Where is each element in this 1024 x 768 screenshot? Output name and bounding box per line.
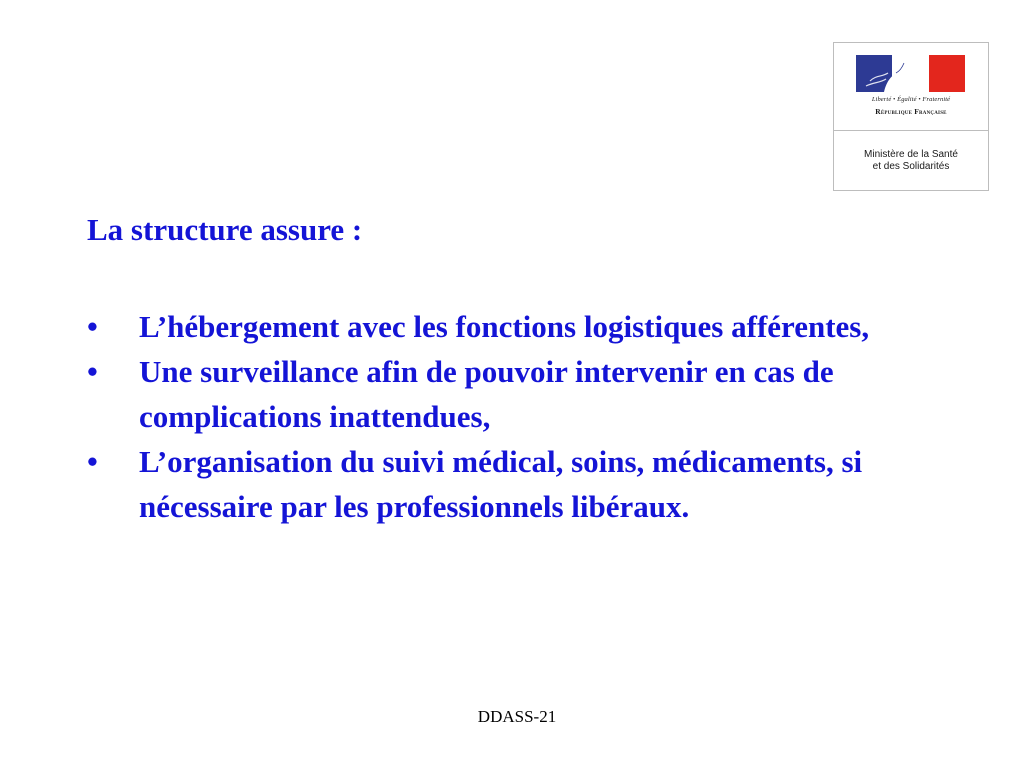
bullet-icon: • bbox=[87, 444, 98, 479]
logo-ministere bbox=[834, 149, 988, 173]
bullet-item bbox=[87, 349, 979, 439]
bullet-icon: • bbox=[87, 354, 98, 389]
logo-republique-francaise: République Française bbox=[875, 107, 947, 116]
bullet-item bbox=[87, 304, 979, 349]
logo-divider bbox=[834, 130, 988, 131]
ministere-line-2: et des Solidarités bbox=[872, 161, 950, 172]
bullet-text: Une surveillance afin de pouvoir intervenir en cas de complications inattendues, bbox=[139, 354, 834, 434]
bullet-icon: • bbox=[87, 309, 98, 344]
bullet-list bbox=[87, 304, 987, 529]
logo-marianne-section bbox=[834, 43, 988, 129]
slide-content bbox=[87, 207, 987, 529]
ministere-line-1: Ministère de la Santé bbox=[864, 149, 958, 160]
slide-footer bbox=[0, 707, 1024, 727]
marianne-flag-icon bbox=[856, 55, 965, 92]
republique-francaise-logo bbox=[833, 42, 989, 191]
logo-motto: Liberté • Égalité • Fraternité bbox=[871, 96, 951, 103]
bullet-item bbox=[87, 439, 979, 529]
bullet-text: L’organisation du suivi médical, soins, médicaments, si nécessaire par les professionnels libéraux. bbox=[139, 444, 863, 524]
bullet-text: L’hébergement avec les fonctions logistiques afférentes, bbox=[139, 309, 870, 344]
footer-text: DDASS-21 bbox=[477, 707, 557, 726]
slide-heading: La structure assure : bbox=[87, 212, 363, 247]
